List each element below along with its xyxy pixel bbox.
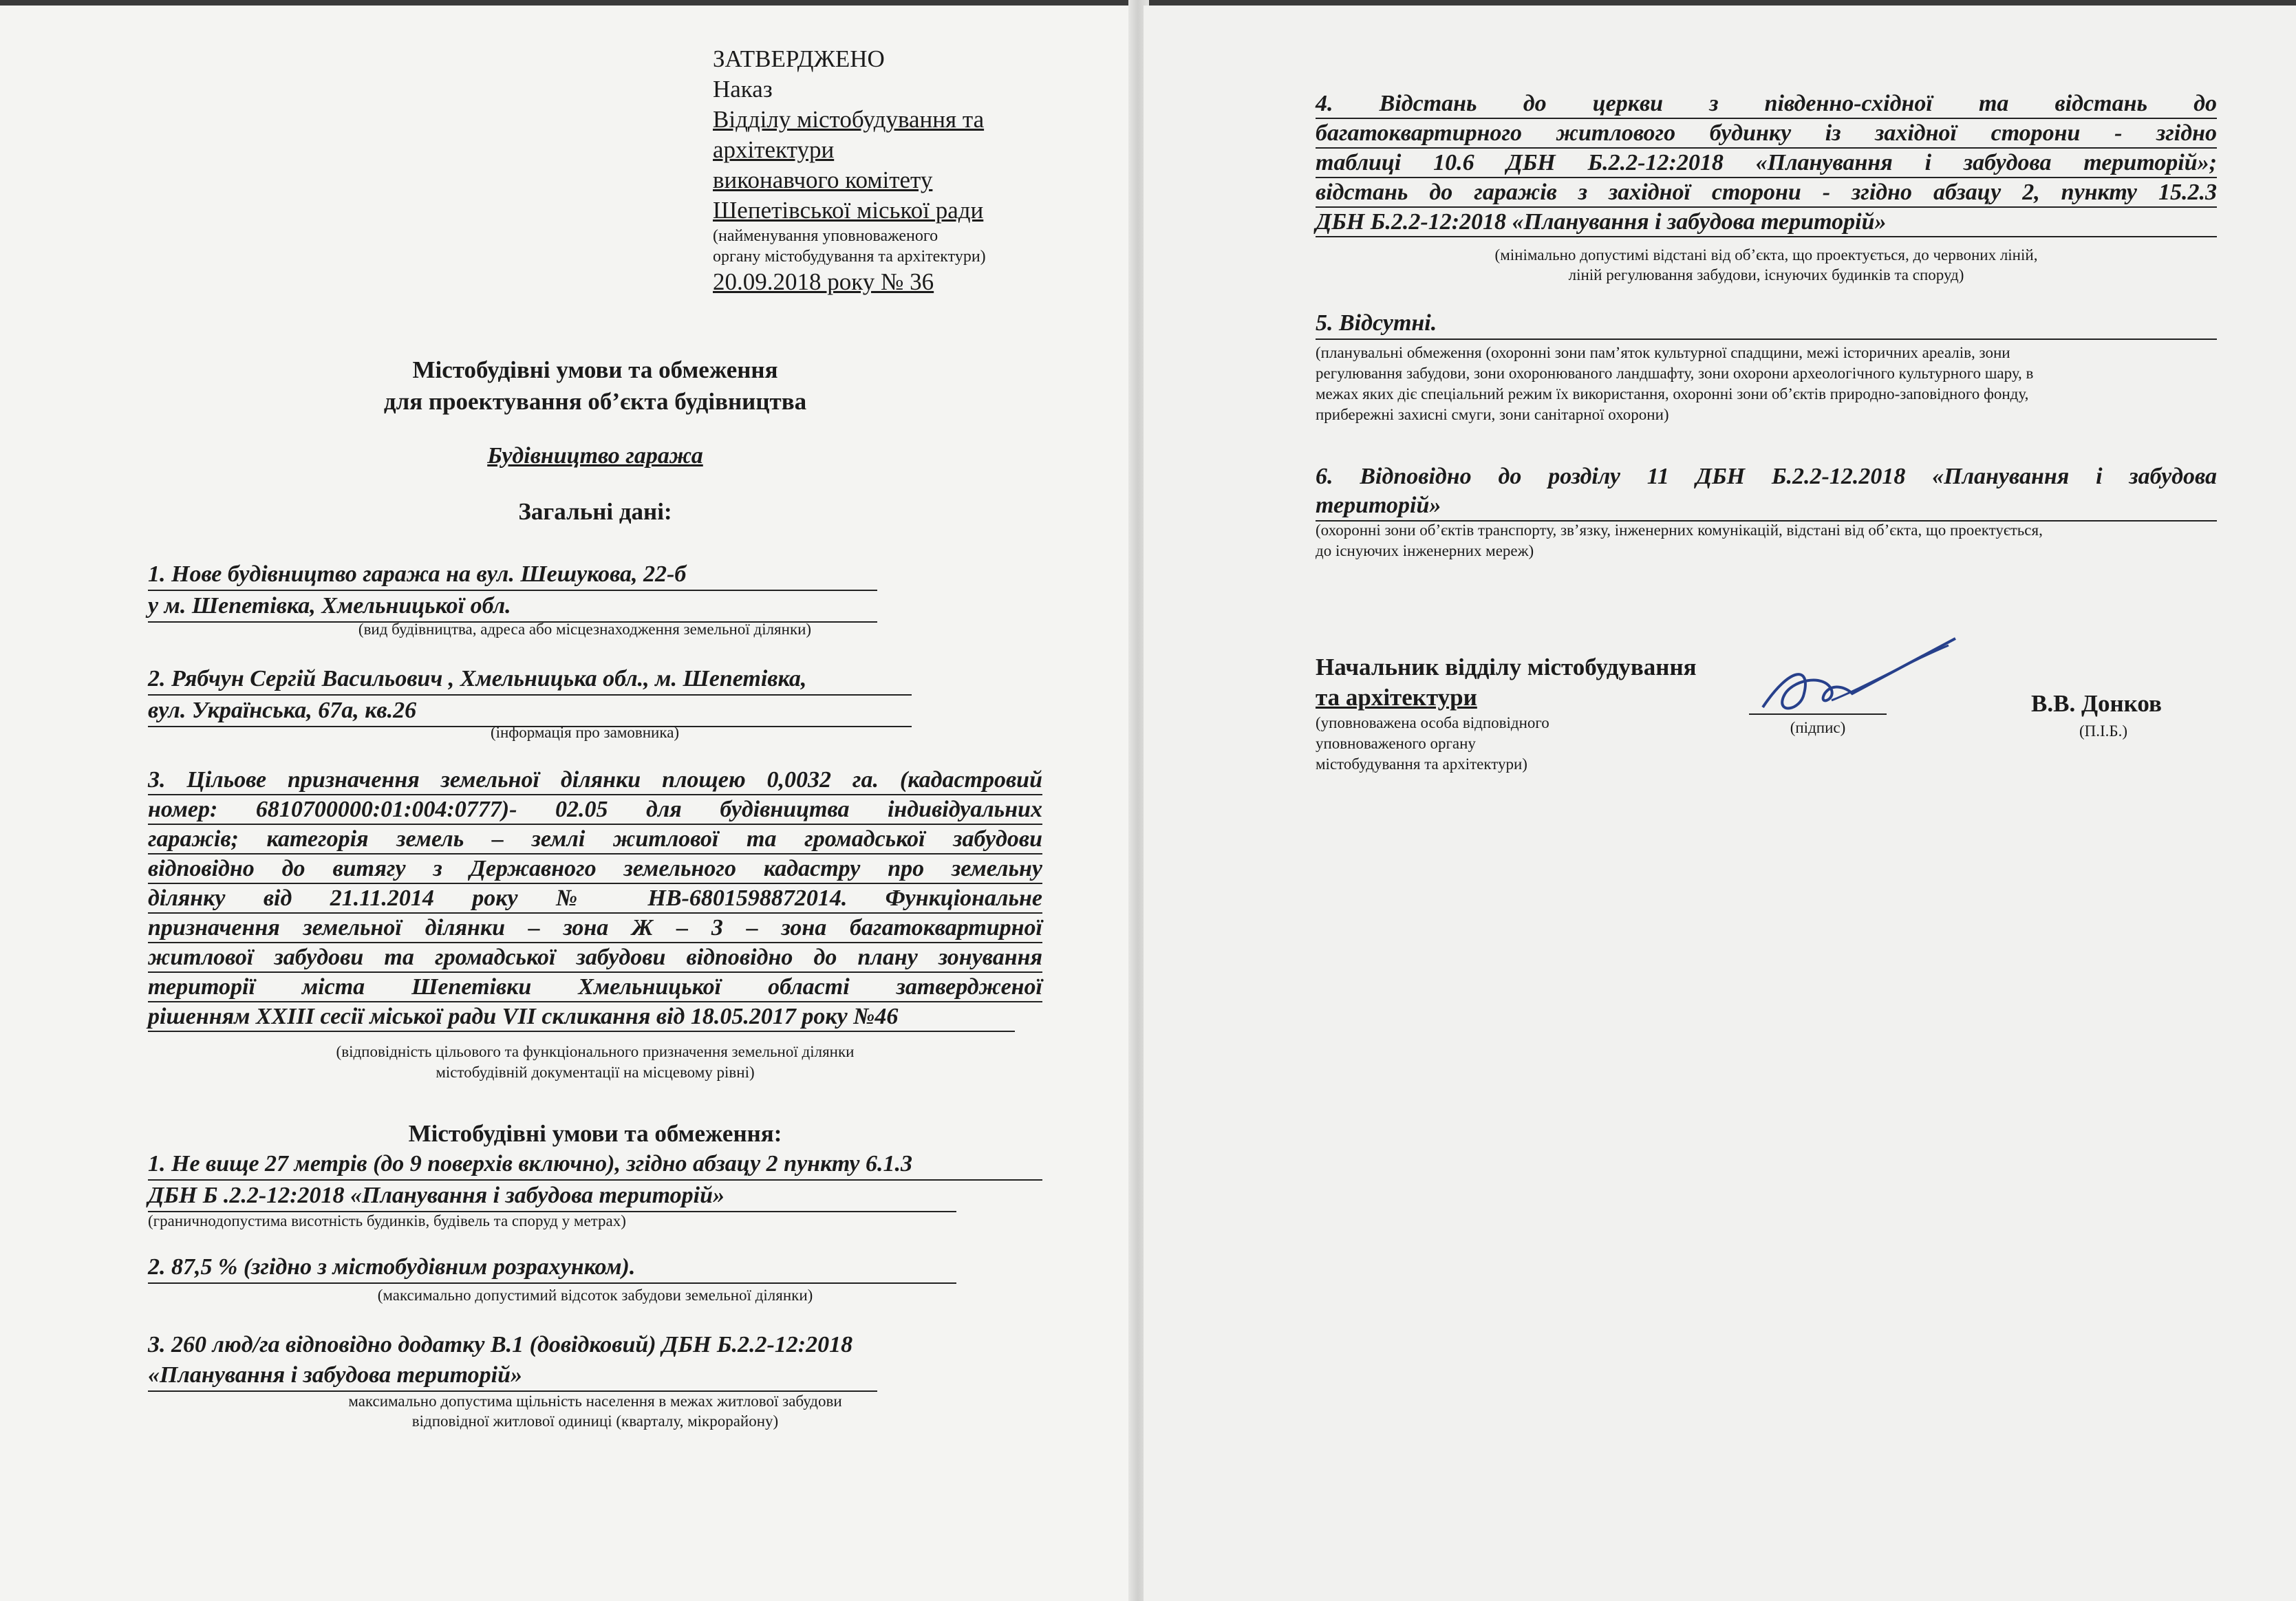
approval-line4: Шепетівської міської ради	[713, 197, 984, 224]
condition4-line-3: відстань до гаражів з західної сторони - згідно абзацу 2, пункту 15.2.3	[1316, 178, 2217, 208]
condition6-caption	[1316, 520, 2238, 561]
approval-line2: архітектури	[713, 136, 835, 163]
item2-caption: (інформація про замовника)	[490, 724, 680, 741]
condition3-line2: «Планування і забудова територій»	[148, 1360, 877, 1392]
approval-caption2: органу містобудування та архітектури)	[713, 248, 986, 266]
condition-5	[1316, 308, 2217, 340]
condition1-line1: 1. Не вище 27 метрів (до 9 поверхів включно), згідно абзацу 2 пункту 6.1.3	[148, 1149, 1042, 1181]
condition-3	[148, 1330, 1042, 1392]
signature-role-line1: Начальник відділу містобудування	[1316, 654, 1697, 680]
approval-line3: виконавчого комітету	[713, 166, 933, 193]
item3-line-4: ділянку від 21.11.2014 року № НВ-6801598872014. Функціональне	[148, 884, 1042, 914]
item3-line-2: гаражів; категорія земель – землі житлової та громадської забудови	[148, 825, 1042, 855]
condition2-line1: 2. 87,5 % (згідно з містобудівним розрахунком).	[148, 1252, 956, 1284]
approval-block	[713, 44, 986, 297]
item3-line-8: рішенням XXIII сесії міської ради VII скликання від 18.05.2017 року №46	[148, 1002, 1015, 1032]
general-data-heading: Загальні дані:	[518, 498, 672, 525]
condition6-caption2: до існуючих інженерних мереж)	[1316, 542, 1534, 559]
condition5-caption-0: (планувальні обмеження (охоронні зони пам’яток культурної спадщини, межі історичних ареалів, зони	[1316, 344, 2010, 361]
approval-order-word: Наказ	[713, 76, 773, 103]
condition4-caption1: (мінімально допустимі відстані від об’єкта, що проектується, до червоних ліній,	[1494, 246, 2038, 264]
item3-line-7: території міста Шепетівки Хмельницької області затвердженої	[148, 973, 1042, 1002]
signature-role-caption1: (уповноважена особа відповідного	[1316, 714, 1549, 731]
approval-line1: Відділу містобудування та	[713, 106, 985, 133]
condition4-line-1: багатоквартирного житлового будинку із західної сторони - згідно	[1316, 119, 2217, 149]
signature-role-caption3: містобудування та архітектури)	[1316, 755, 1527, 773]
condition5-caption	[1316, 343, 2224, 425]
general-item-3	[148, 766, 1042, 1032]
item2-line2: вул. Українська, 67а, кв.26	[148, 696, 912, 727]
item1-caption: (вид будівництва, адреса або місцезнаходження земельної ділянки)	[358, 621, 812, 638]
doc-title-line1: Містобудівні умови та обмеження	[412, 356, 778, 383]
signature-caption: (підпис)	[1790, 719, 1846, 736]
signature-role-line2: та архітектури	[1316, 684, 1477, 711]
condition-4	[1316, 89, 2217, 237]
condition6-line2: територій»	[1316, 491, 2217, 522]
signatory-name-caption: (П.І.Б.)	[2079, 722, 2128, 740]
condition5-line1: 5. Відсутні.	[1316, 308, 2217, 340]
item3-caption1: (відповідність цільового та функціонального призначення земельної ділянки	[336, 1043, 855, 1060]
condition3-line1: 3. 260 люд/га відповідно додатку В.1 (довідковий) ДБН Б.2.2-12:2018	[148, 1332, 853, 1357]
item3-line-0: 3. Цільове призначення земельної ділянки площею 0,0032 га. (кадастровий	[148, 766, 1042, 795]
condition5-caption-2: межах яких діє спеціальний режим їх використання, охоронні зони об’єктів природно-заповідного фонду,	[1316, 385, 2029, 402]
left-page	[0, 6, 1137, 1601]
item1-line2: у м. Шепетівка, Хмельницької обл.	[148, 591, 877, 623]
signature-role-caption	[1316, 713, 1660, 775]
item3-line-1: номер: 6810700000:01:004:0777)- 02.05 для будівництва індивідуальних	[148, 795, 1042, 825]
condition4-line-0: 4. Відстань до церкви з південно-східної та відстань до	[1316, 89, 2217, 119]
item1-line1: 1. Нове будівництво гаража на вул. Шешукова, 22-б	[148, 559, 877, 591]
condition3-caption1: максимально допустима щільність населення в межах житлової забудови	[348, 1393, 842, 1410]
doc-title-line2: для проектування об’єкта будівництва	[383, 388, 807, 415]
signature-role	[1316, 652, 1697, 713]
item3-caption2: містобудівній документації на місцевому рівні)	[436, 1064, 755, 1081]
handwritten-signature	[1749, 625, 1969, 728]
general-item-1	[148, 559, 877, 623]
condition6-line1: 6. Відповідно до розділу 11 ДБН Б.2.2-12.2018 «Планування і забудова	[1316, 464, 2217, 489]
condition6-caption1: (охоронні зони об’єктів транспорту, зв’язку, інженерних комунікацій, відстані від об’єкта, що проектується,	[1316, 522, 2043, 539]
conditions-heading: Містобудівні умови та обмеження:	[408, 1120, 782, 1147]
item2-line1: 2. Рябчун Сергій Васильович , Хмельницька обл., м. Шепетівка,	[148, 664, 912, 696]
condition-6	[1316, 462, 2217, 522]
object-name: Будівництво гаража	[487, 443, 703, 469]
approval-caption1: (найменування уповноваженого	[713, 227, 938, 245]
condition-2	[148, 1252, 956, 1284]
signature-role-caption2: уповноваженого органу	[1316, 735, 1476, 752]
item3-line-3: відповідно до витягу з Державного земельного кадастру про земельну	[148, 855, 1042, 884]
item3-line-6: житлової забудови та громадської забудови відповідно до плану зонування	[148, 943, 1042, 973]
condition1-caption: (граничнодопустима висотність будинків, будівель та споруд у метрах)	[148, 1212, 626, 1229]
condition4-line-4: ДБН Б.2.2-12:2018 «Планування і забудова територій»	[1316, 208, 2217, 237]
general-item-2	[148, 664, 912, 727]
condition3-caption2: відповідної житлової одиниці (кварталу, мікрорайону)	[411, 1412, 779, 1430]
item3-line-5: призначення земельної ділянки – зона Ж – 3 – зона багатоквартирної	[148, 914, 1042, 943]
condition4-line-2: таблиці 10.6 ДБН Б.2.2-12:2018 «Планування і забудова територій»;	[1316, 149, 2217, 178]
condition2-caption: (максимально допустимий відсоток забудови земельної ділянки)	[377, 1287, 813, 1304]
right-page	[1144, 6, 2296, 1601]
condition-1	[148, 1149, 1042, 1212]
signatory-name: В.В. Донков	[2031, 690, 2162, 717]
condition5-caption-3: прибережні захисні смуги, зони санітарної охорони)	[1316, 406, 1669, 423]
condition4-caption2: ліній регулювання забудови, існуючих будинків та споруд)	[1568, 266, 1964, 283]
condition5-caption-1: регулювання забудови, зони охоронюваного ландшафту, зони охорони археологічного культурного шару, в	[1316, 365, 2034, 382]
approval-date: 20.09.2018 року № 36	[713, 268, 934, 295]
condition1-line2: ДБН Б .2.2-12:2018 «Планування і забудова територій»	[148, 1181, 956, 1212]
approval-label: ЗАТВЕРДЖЕНО	[713, 45, 885, 72]
